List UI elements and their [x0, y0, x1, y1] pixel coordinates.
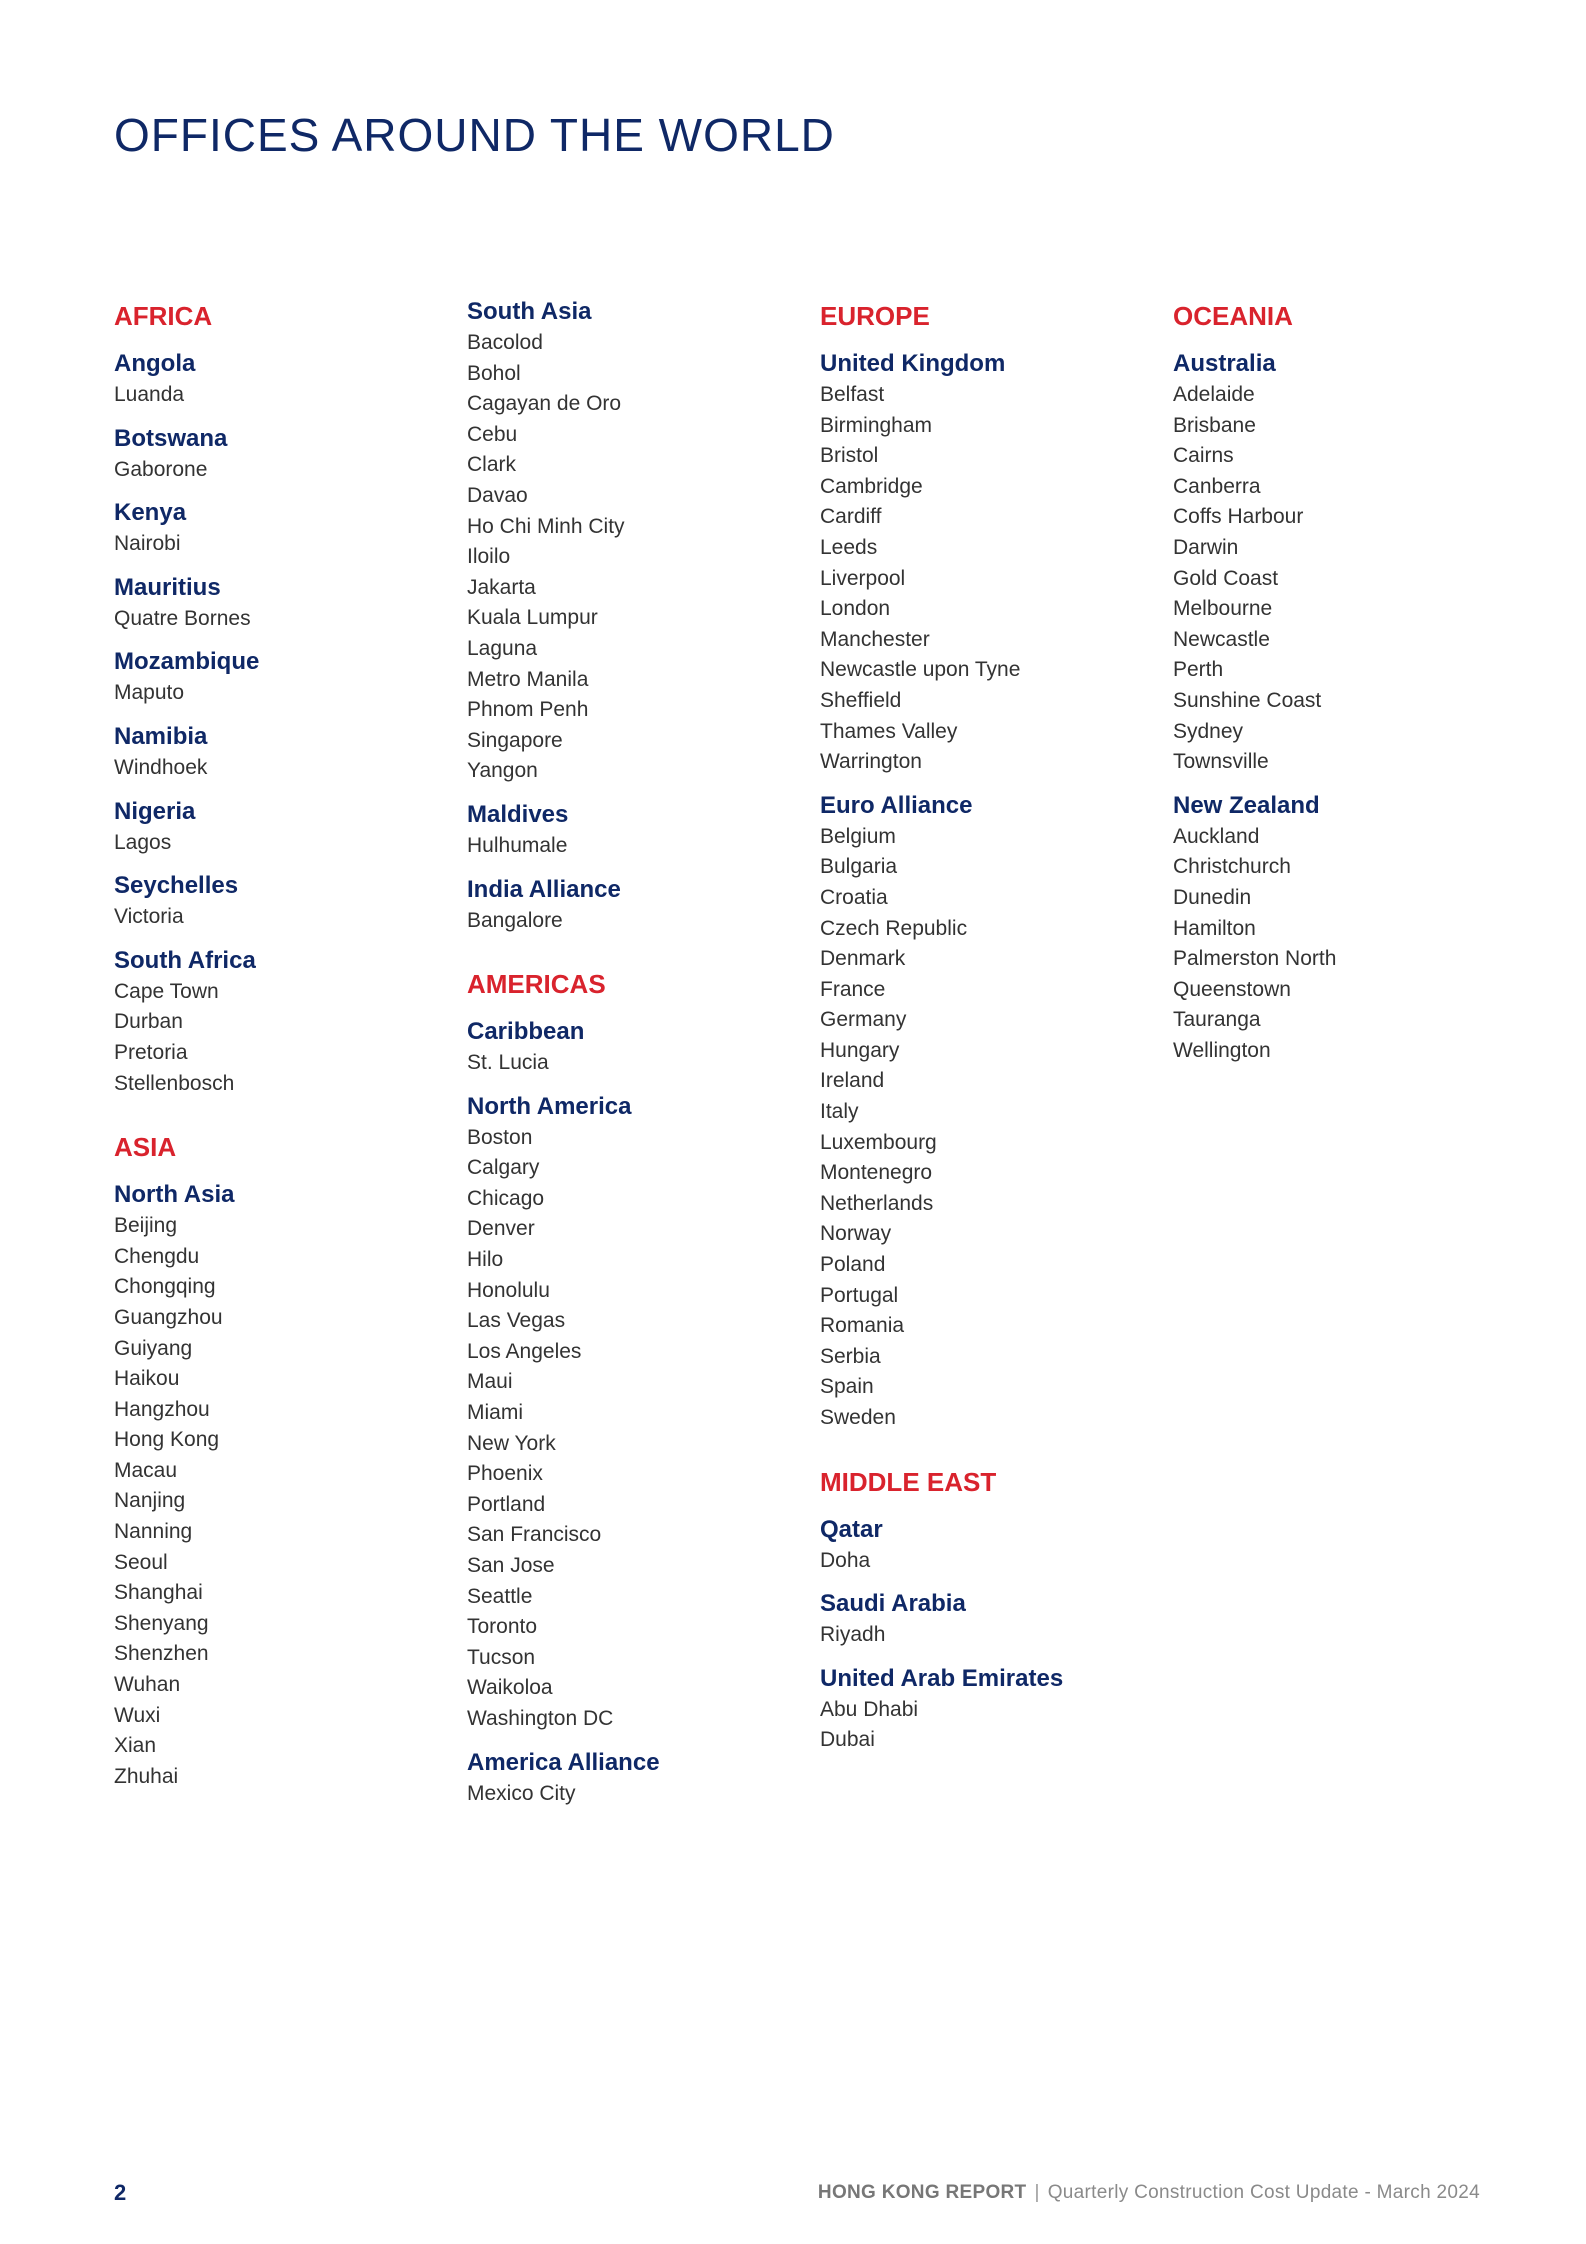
region-heading: AFRICA [114, 301, 213, 331]
region-section [467, 296, 807, 936]
city-item: Canberra [1173, 474, 1261, 498]
city-item: Leeds [820, 535, 878, 559]
city-item: Waikoloa [467, 1676, 553, 1700]
city-item: Cairns [1173, 444, 1234, 468]
city-list [114, 977, 454, 1099]
city-item: Ho Chi Minh City [467, 514, 625, 538]
city-item: Nanjing [114, 1489, 186, 1513]
city-item: Chengdu [114, 1244, 200, 1268]
city-item: Wuhan [114, 1673, 181, 1697]
city-item: Toronto [467, 1615, 538, 1639]
city-item: Denver [467, 1217, 535, 1241]
city-item: Guangzhou [114, 1305, 223, 1329]
country-name: Saudi Arabia [820, 1590, 966, 1618]
city-item: Cape Town [114, 979, 219, 1003]
city-item: Wuxi [114, 1703, 161, 1727]
city-item: Pretoria [114, 1040, 188, 1064]
city-item: Seoul [114, 1550, 168, 1574]
country-name: Angola [114, 350, 196, 377]
country-name: New Zealand [1173, 791, 1320, 819]
country-group [114, 1179, 454, 1792]
city-item: Gold Coast [1173, 566, 1279, 590]
city-item: Belfast [820, 383, 885, 406]
city-item: San Francisco [467, 1523, 602, 1547]
country-group [1173, 790, 1513, 1067]
region-section [820, 1462, 1160, 1756]
region-heading: ASIA [114, 1132, 177, 1163]
city-item: Denmark [820, 947, 906, 971]
page-number: 2 [114, 2180, 127, 2205]
city-item: Manchester [820, 627, 930, 651]
city-item: Poland [820, 1253, 886, 1277]
city-item: Portland [467, 1492, 546, 1516]
region-section [820, 296, 1160, 1434]
city-item: Mexico City [467, 1781, 576, 1805]
region-section [114, 296, 454, 1099]
city-list [114, 380, 454, 411]
city-list [467, 906, 807, 937]
city-list [467, 1123, 807, 1735]
city-item: Hulhumale [467, 833, 568, 857]
footer-subtitle: Quarterly Construction Cost Update - March 2024 [1047, 2182, 1480, 2203]
city-item: Lagos [114, 830, 172, 854]
city-item: Clark [467, 453, 517, 477]
city-list [114, 753, 454, 784]
city-item: Brisbane [1173, 413, 1256, 437]
country-name: North America [467, 1092, 632, 1120]
city-item: Ireland [820, 1069, 885, 1093]
city-item: Townsville [1173, 750, 1269, 774]
country-group [820, 348, 1160, 778]
city-list [114, 604, 454, 635]
city-item: Wellington [1173, 1038, 1271, 1062]
region-heading: OCEANIA [1173, 301, 1293, 331]
city-list [114, 455, 454, 486]
city-item: New York [467, 1431, 556, 1455]
city-item: Hilo [467, 1248, 504, 1272]
city-item: Coffs Harbour [1173, 505, 1304, 529]
city-item: Victoria [114, 905, 184, 929]
city-item: Luanda [114, 383, 185, 406]
city-item: Seattle [467, 1584, 533, 1608]
city-item: Riyadh [820, 1623, 886, 1647]
city-item: Phnom Penh [467, 698, 589, 722]
country-name: South Africa [114, 946, 256, 974]
country-group [114, 572, 454, 635]
country-name: Seychelles [114, 872, 239, 900]
country-name: America Alliance [467, 1748, 660, 1776]
office-column-1 [114, 296, 454, 1792]
city-item: Nanning [114, 1520, 193, 1544]
city-item: Serbia [820, 1344, 881, 1368]
city-list [467, 831, 807, 862]
city-item: Norway [820, 1222, 892, 1246]
city-item: Tauranga [1173, 1008, 1261, 1032]
city-item: Sydney [1173, 719, 1244, 743]
footer-separator: | [1034, 2182, 1040, 2203]
city-item: Honolulu [467, 1278, 550, 1302]
country-group [114, 721, 454, 784]
city-item: Bacolod [467, 331, 543, 354]
city-item: Durban [114, 1010, 183, 1034]
city-item: Queenstown [1173, 977, 1291, 1001]
city-item: Palmerston North [1173, 947, 1337, 971]
region-heading: EUROPE [820, 301, 930, 331]
country-group [820, 1514, 1160, 1577]
city-item: Macau [114, 1458, 178, 1482]
city-item: Shenyang [114, 1611, 209, 1635]
city-item: Miami [467, 1401, 523, 1425]
city-item: Hangzhou [114, 1397, 210, 1421]
city-list [820, 822, 1160, 1434]
city-item: Dunedin [1173, 885, 1252, 909]
city-item: Xian [114, 1734, 157, 1758]
city-item: Laguna [467, 636, 538, 660]
city-item: Italy [820, 1100, 859, 1124]
city-item: Washington DC [467, 1706, 614, 1730]
city-item: Hamilton [1173, 916, 1256, 940]
country-group [820, 1663, 1160, 1756]
city-list [114, 678, 454, 709]
country-name: United Arab Emirates [820, 1664, 1064, 1692]
city-item: Cambridge [820, 474, 923, 498]
country-group [114, 870, 454, 933]
city-item: London [820, 597, 891, 621]
country-group [820, 1588, 1160, 1651]
city-item: Zhuhai [114, 1764, 179, 1788]
city-list [114, 1211, 454, 1792]
country-name: Mozambique [114, 648, 260, 676]
region-section [1173, 296, 1513, 1066]
city-item: Luxembourg [820, 1130, 937, 1154]
city-item: Yangon [467, 759, 538, 783]
city-item: Phoenix [467, 1462, 543, 1486]
city-item: Nairobi [114, 532, 181, 556]
city-item: Shenzhen [114, 1642, 209, 1666]
city-item: Haikou [114, 1367, 180, 1391]
city-item: Bulgaria [820, 855, 898, 879]
city-item: Melbourne [1173, 597, 1273, 621]
city-item: Cardiff [820, 505, 882, 529]
city-item: Kuala Lumpur [467, 606, 598, 630]
country-group [114, 423, 454, 486]
city-list [820, 1546, 1160, 1577]
office-column-3 [820, 296, 1160, 1756]
city-item: Christchurch [1173, 855, 1291, 879]
city-item: Jakarta [467, 575, 536, 599]
country-name: Qatar [820, 1515, 883, 1543]
city-list [467, 1048, 807, 1079]
country-group [820, 790, 1160, 1434]
country-name: India Alliance [467, 875, 621, 903]
footer-text [818, 2182, 1480, 2204]
city-list [114, 902, 454, 933]
city-list [820, 380, 1160, 778]
country-group [114, 945, 454, 1099]
country-name: Kenya [114, 499, 187, 527]
city-item: Sheffield [820, 688, 902, 712]
city-item: Hong Kong [114, 1428, 220, 1452]
city-item: Quatre Bornes [114, 606, 251, 630]
city-item: Newcastle [1173, 627, 1270, 651]
city-item: Auckland [1173, 824, 1260, 848]
city-item: Bristol [820, 444, 879, 468]
city-item: Adelaide [1173, 383, 1255, 406]
city-item: Chicago [467, 1186, 545, 1210]
city-item: Doha [820, 1548, 871, 1572]
city-item: Sweden [820, 1406, 896, 1429]
city-item: France [820, 977, 886, 1001]
country-group [467, 1016, 807, 1079]
city-item: Thames Valley [820, 719, 958, 743]
city-item: Davao [467, 483, 528, 507]
city-item: Cagayan de Oro [467, 392, 622, 416]
city-item: St. Lucia [467, 1051, 549, 1075]
city-item: Hungary [820, 1038, 900, 1062]
country-group [467, 296, 807, 787]
city-item: Bohol [467, 361, 521, 385]
country-name: Botswana [114, 424, 228, 452]
city-item: Belgium [820, 824, 896, 848]
country-name: Mauritius [114, 573, 221, 601]
city-item: Calgary [467, 1156, 540, 1180]
country-name: Euro Alliance [820, 791, 973, 819]
city-list [467, 328, 807, 787]
city-item: Tucson [467, 1645, 536, 1669]
city-item: Germany [820, 1008, 907, 1032]
country-name: Nigeria [114, 797, 196, 825]
city-item: Beijing [114, 1214, 178, 1238]
country-name: South Asia [467, 298, 592, 325]
city-item: Portugal [820, 1283, 899, 1307]
city-item: Metro Manila [467, 667, 589, 691]
city-item: Chongqing [114, 1275, 216, 1299]
country-group [114, 348, 454, 411]
city-item: Abu Dhabi [820, 1697, 919, 1721]
city-item: Birmingham [820, 413, 933, 437]
country-group [467, 1091, 807, 1735]
country-name: Caribbean [467, 1018, 585, 1046]
country-group [114, 497, 454, 560]
city-list [820, 1695, 1160, 1756]
city-item: Boston [467, 1125, 533, 1149]
city-item: Stellenbosch [114, 1071, 235, 1095]
city-item: Los Angeles [467, 1339, 582, 1363]
region-section [114, 1127, 454, 1792]
country-group [114, 796, 454, 859]
city-item: Guiyang [114, 1336, 193, 1360]
city-item: Croatia [820, 885, 888, 909]
city-item: Czech Republic [820, 916, 968, 940]
country-group [114, 646, 454, 709]
city-item: Sunshine Coast [1173, 688, 1322, 712]
country-group [467, 874, 807, 937]
region-heading: MIDDLE EAST [820, 1466, 997, 1497]
city-list [114, 828, 454, 859]
region-heading: AMERICAS [467, 969, 606, 1000]
city-list [467, 1779, 807, 1810]
city-item: Shanghai [114, 1581, 203, 1605]
city-item: Montenegro [820, 1161, 933, 1185]
city-item: Gaborone [114, 457, 208, 481]
city-item: Singapore [467, 728, 563, 752]
country-name: Namibia [114, 722, 208, 750]
city-item: Liverpool [820, 566, 906, 590]
country-group [1173, 348, 1513, 778]
office-column-4 [1173, 296, 1513, 1066]
country-name: Australia [1173, 350, 1276, 377]
footer-report-name: HONG KONG REPORT [817, 2182, 1027, 2203]
region-section [467, 964, 807, 1809]
city-item: Warrington [820, 750, 922, 774]
country-group [467, 1747, 807, 1810]
country-name: Maldives [467, 800, 569, 828]
page-title: OFFICES AROUND THE WORLD [114, 109, 835, 161]
city-item: Maputo [114, 681, 185, 705]
city-item: Bangalore [467, 908, 563, 932]
city-item: Romania [820, 1314, 905, 1338]
city-item: Windhoek [114, 755, 208, 779]
city-item: San Jose [467, 1554, 555, 1577]
city-item: Perth [1173, 658, 1224, 682]
city-item: Las Vegas [467, 1309, 566, 1333]
city-item: Newcastle upon Tyne [820, 658, 1021, 682]
city-item: Dubai [820, 1728, 875, 1752]
office-column-2 [467, 296, 807, 1809]
city-item: Iloilo [467, 545, 511, 569]
city-list [820, 1620, 1160, 1651]
city-item: Cebu [467, 422, 518, 446]
city-list [1173, 822, 1513, 1067]
city-item: Spain [820, 1375, 874, 1399]
country-group [467, 799, 807, 862]
city-item: Darwin [1173, 535, 1239, 559]
city-list [1173, 380, 1513, 778]
country-name: United Kingdom [820, 350, 1006, 377]
city-item: Maui [467, 1370, 513, 1394]
city-item: Netherlands [820, 1191, 934, 1215]
city-list [114, 529, 454, 560]
country-name: North Asia [114, 1181, 235, 1209]
